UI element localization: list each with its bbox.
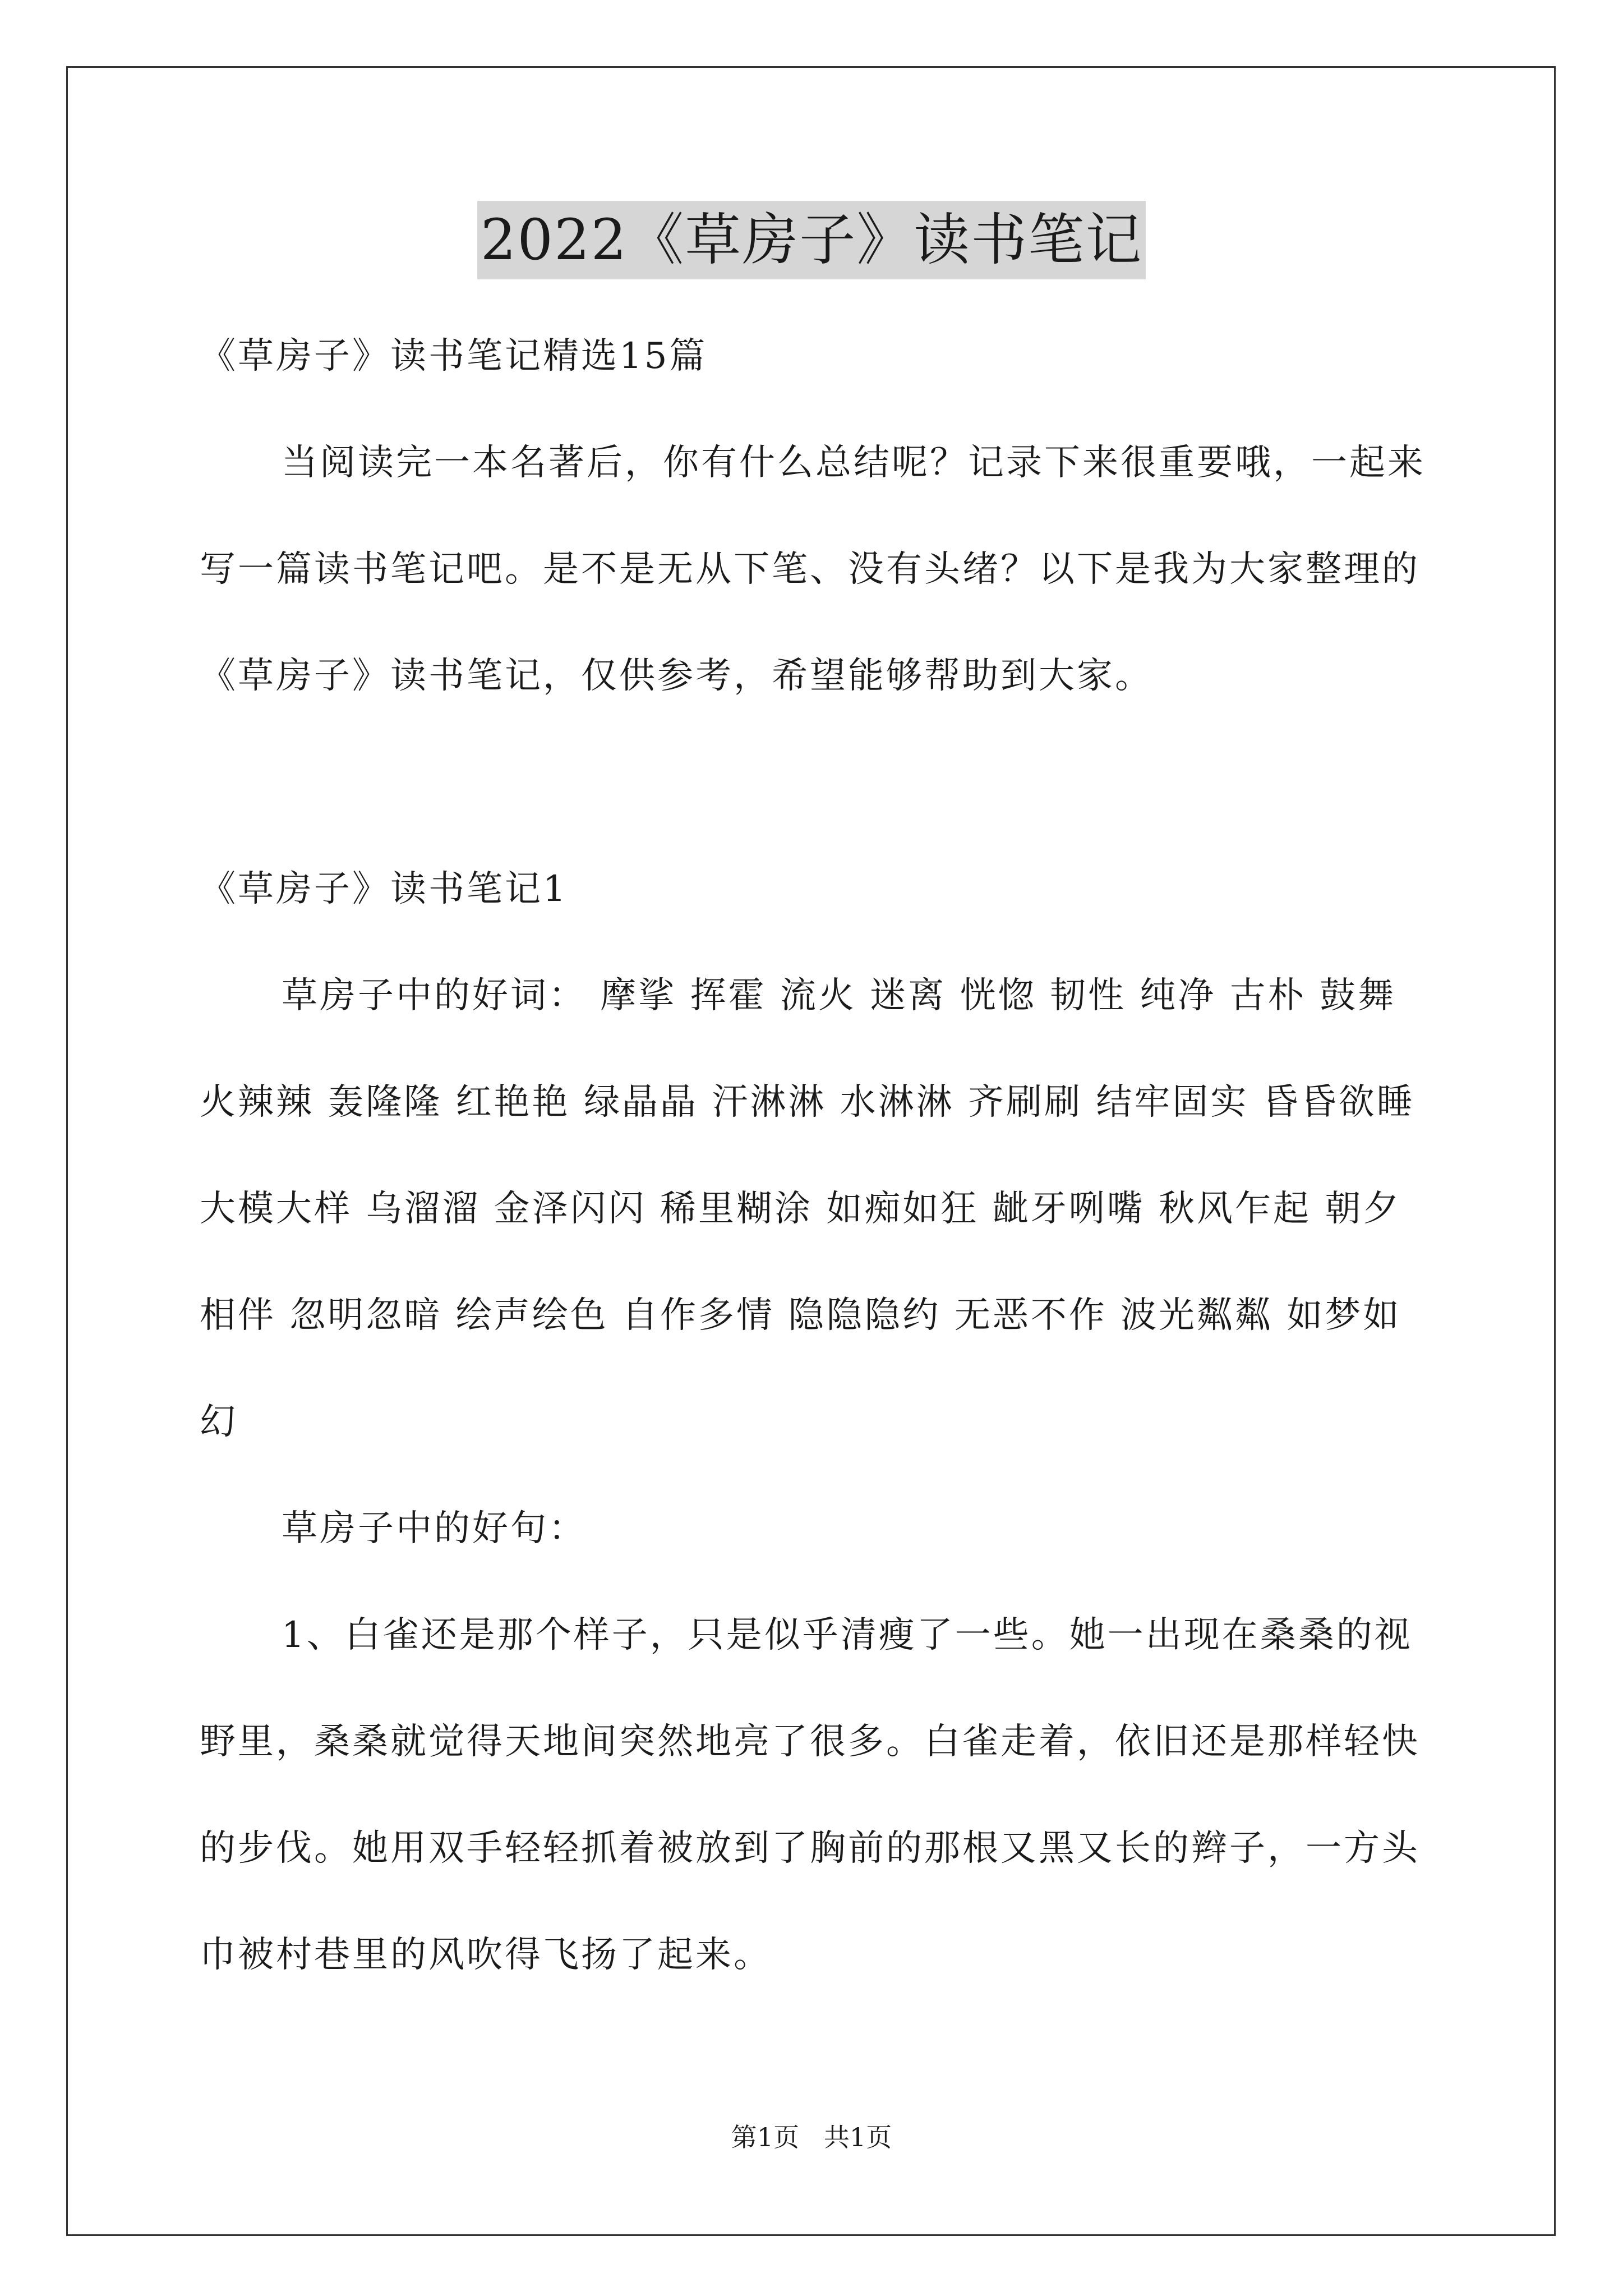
good-sentences-heading: 草房子中的好句： [282,1508,587,1549]
section-heading: 《草房子》读书笔记1 [200,868,568,910]
document-subtitle: 《草房子》读书笔记精选15篇 [200,335,708,377]
document-body [200,303,1439,2008]
good-words-paragraph: 草房子中的好词： 摩挲 挥霍 流火 迷离 恍惚 韧性 纯净 古朴 鼓舞 火辣辣 轰隆隆 红艳艳 绿晶晶 汗淋淋 水淋淋 齐刷刷 结牢固实 昏昏欲睡 大模大样 乌溜溜 金泽闪闪 稀里糊涂 如痴如狂 龇牙咧嘴 秋风乍起 朝夕相伴 忽明忽暗 绘声绘色 自作多情 隐隐隐约 无恶不作 波光粼粼 如梦如幻 [200,975,1415,1443]
intro-paragraph: 当阅读完一本名著后，你有什么总结呢？记录下来很重要哦，一起来写一篇读书笔记吧。是不是无从下笔、没有头绪？以下是我为大家整理的《草房子》读书笔记，仅供参考，希望能够帮助到大家。 [200,442,1426,697]
sentence-paragraph-1: 1、白雀还是那个样子，只是似乎清瘦了一些。她一出现在桑桑的视野里，桑桑就觉得天地间突然地亮了很多。白雀走着，依旧还是那样轻快的步伐。她用双手轻轻抓着被放到了胸前的那根又黑又长的辫子，一方头巾被村巷里的风吹得飞扬了起来。 [200,1614,1420,1976]
page-footer: 第1页 共1页 [731,2122,892,2152]
title-container [0,201,1623,279]
document-title: 2022《草房子》读书笔记 [477,201,1146,279]
